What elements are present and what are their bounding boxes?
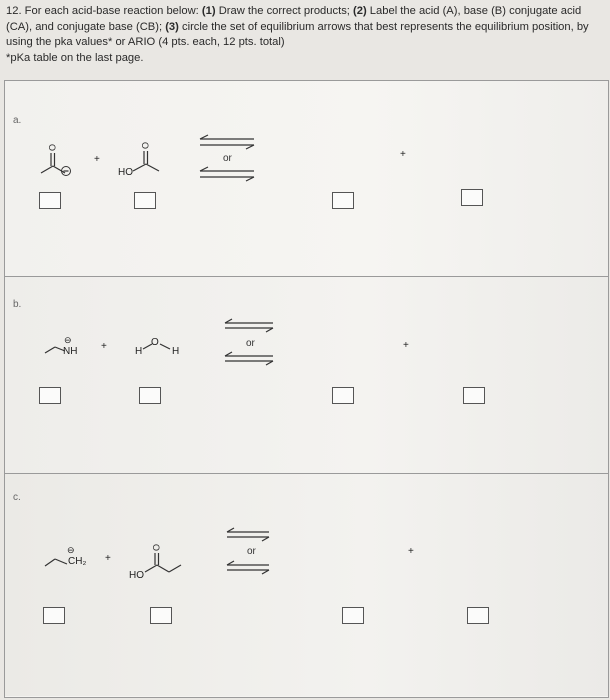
part-c-label-box-2[interactable]	[150, 607, 172, 624]
step2-text: Label the acid (A), base (B) conjugate acid (CA), and conjugate base (CB);	[6, 5, 582, 33]
part-b-water-h-left: H	[135, 346, 143, 357]
step1-label: (1)	[201, 5, 216, 17]
footnote: *pKa table on the last page.	[6, 51, 144, 64]
part-c-plus-1: +	[105, 553, 111, 564]
part-c-reactant2-ho: HO	[129, 570, 144, 581]
svg-text:O: O	[140, 142, 150, 150]
instruction-lead: For each acid-base reaction below:	[24, 5, 202, 17]
part-a-label-box-4[interactable]	[461, 189, 483, 206]
part-a-plus-1: +	[94, 154, 100, 165]
propanoic-acid-structure	[145, 536, 193, 578]
part-c-label-box-3[interactable]	[342, 607, 364, 624]
part-a-label-box-3[interactable]	[332, 192, 354, 209]
part-b-label-box-2[interactable]	[139, 387, 161, 404]
part-a-panel	[5, 81, 608, 277]
part-c-label-box-4[interactable]	[467, 607, 489, 624]
part-c-label-box-1[interactable]	[43, 607, 65, 624]
step2-label: (2)	[353, 5, 367, 17]
part-a-label-box-1[interactable]	[39, 192, 61, 209]
svg-text:O: O	[151, 544, 161, 552]
acetic-acid-structure	[133, 133, 167, 177]
instruction-text	[6, 4, 606, 51]
part-a-plus-2: +	[400, 149, 406, 160]
acetate-structure	[39, 133, 79, 177]
part-c-panel	[5, 474, 608, 696]
part-c-reactant1-charge: ⊖	[67, 545, 75, 555]
part-c-label: c.	[13, 492, 21, 503]
part-b-reactant1-nh: NH	[63, 346, 78, 357]
part-c-or: or	[247, 546, 256, 557]
water-bonds	[141, 341, 175, 351]
svg-text:O: O	[47, 144, 57, 152]
part-b-label-box-1[interactable]	[39, 387, 61, 404]
part-b-reactant1-charge: ⊖	[64, 335, 72, 345]
part-a-or: or	[223, 153, 232, 164]
step1-text: Draw the correct products;	[215, 5, 354, 17]
part-b-plus-1: +	[101, 341, 107, 352]
part-b-water-o: O	[151, 337, 159, 348]
part-b-panel	[5, 277, 608, 474]
part-a-reactant2-ho: HO	[118, 167, 133, 178]
part-b-label-box-3[interactable]	[332, 387, 354, 404]
instructions	[6, 4, 606, 66]
part-b-label-box-4[interactable]	[463, 387, 485, 404]
step3-label: (3)	[165, 20, 179, 33]
part-a-label: a.	[13, 115, 22, 126]
question-number: 12.	[6, 5, 22, 17]
part-b-plus-2: +	[403, 340, 409, 351]
part-c-reactant1-ch2: CH₂	[68, 556, 87, 567]
worksheet	[4, 80, 609, 698]
step3-text: circle the set of equilibrium arrows that best represents the equilibrium position, by using the pka values* or ARIO (4 pts. each, 12 pts. total)	[6, 20, 589, 49]
part-b-or: or	[246, 338, 255, 349]
part-a-label-box-2[interactable]	[134, 192, 156, 209]
part-b-label: b.	[13, 299, 22, 310]
part-b-water-h-right: H	[172, 346, 180, 357]
part-c-plus-2: +	[408, 546, 414, 557]
negative-charge-icon	[60, 165, 72, 177]
